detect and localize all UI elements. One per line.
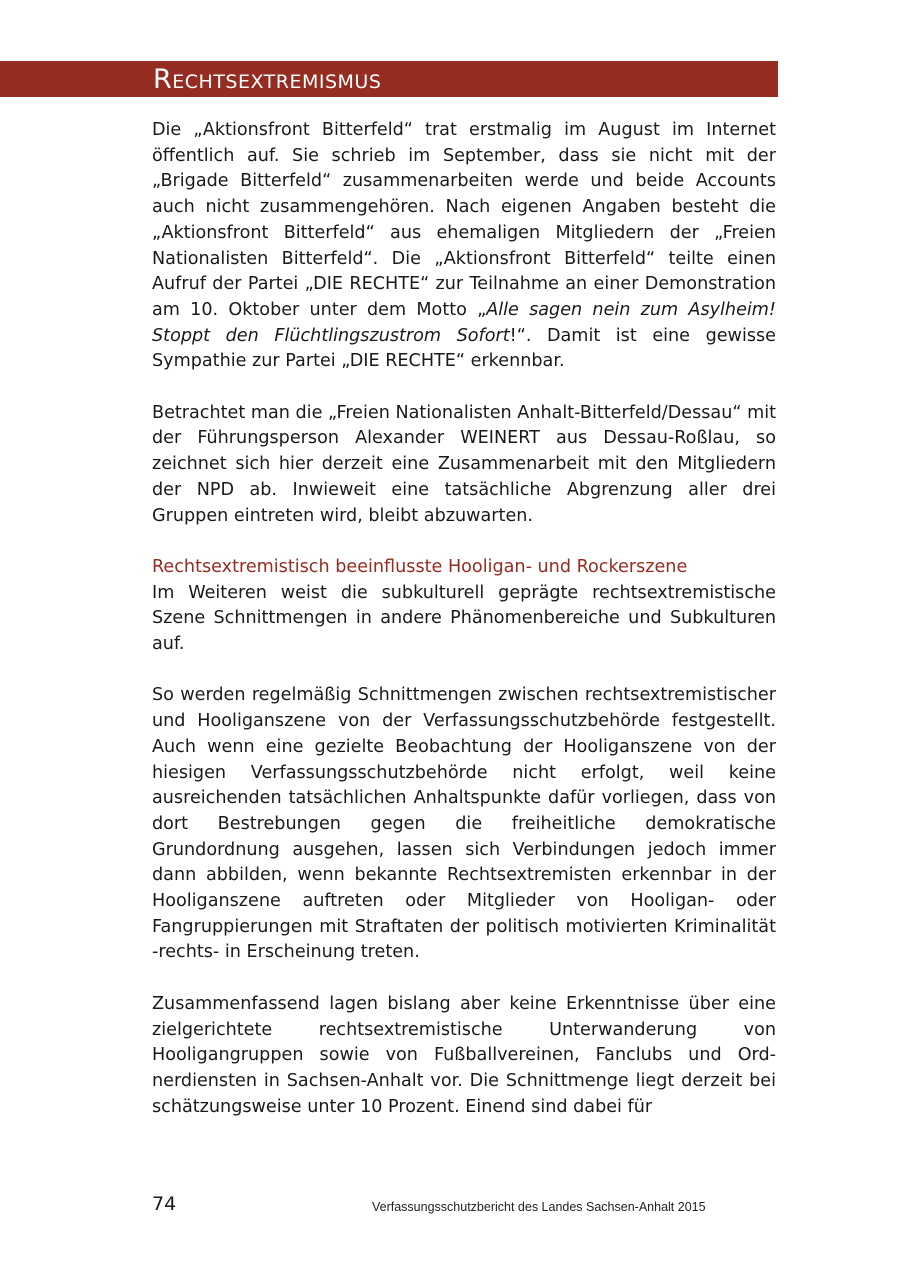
section-header-bar (0, 61, 778, 97)
section-title: Rechtsextremismus (153, 64, 382, 95)
subheading-hooligan-rocker: Rechtsextremistisch beeinflusste Hooligan- und Rockerszene (152, 556, 688, 577)
page-content (152, 118, 776, 1120)
paragraph-schnittmengen: So werden regelmäßig Schnittmengen zwischen rechtsextremistischer und Hooliganszene von der Verfassungsschutzbehörde festgestellt. Auch wenn eine gezielte Beobachtung der Hooliganszene von der hiesigen Verfassungsschutzbehörde nicht erfolgt, weil keine ausreichenden tatsächlichen Anhaltspunkte dafür vorliegen, dass von dort Bestrebungen gegen die freiheitliche demokratische Grundordnung ausgehen, lassen sich Verbindungen jedoch immer dann abbilden, wenn bekannte Rechtsextremisten erkennbar in der Hooliganszene auftreten oder Mitglieder von Hooligan- oder Fangruppierungen mit Straftaten der politisch motivierten Kriminalität -rechts- in Erscheinung treten. (152, 685, 776, 963)
paragraph-text: !“. Damit ist eine gewisse Sympathie zur Partei „DIE RECHTE“ erkennbar. (152, 325, 776, 372)
motto-quote: Alle sagen nein zum Asylheim! Stoppt den Flüchtlingszustrom Sofort (152, 299, 776, 346)
page-number: 74 (152, 1193, 177, 1215)
paragraph-zusammenfassung: Zusammenfassend lagen bislang aber keine Erkenntnisse über eine zielgerichtete rechtsextremistische Unterwanderung von Hooligangruppen sowie von Fußballvereinen, Fanclubs und Ordnerdiensten in Sachsen-Anhalt vor. Die Schnittmenge liegt derzeit bei schätzungsweise unter 10 Prozent. Einend sind dabei für (152, 993, 776, 1117)
paragraph-aktionsfront (152, 118, 776, 375)
paragraph-freie-nationalisten: Betrachtet man die „Freien Nationalisten Anhalt-Bitterfeld/Dessau“ mit der Führungsperson Alexander WEINERT aus Dessau-Roßlau, so zeichnet sich hier derzeit eine Zusammenarbeit mit den Mitgliedern der NPD ab. Inwieweit eine tatsächliche Abgrenzung aller drei Gruppen eintreten wird, bleibt abzuwarten. (152, 402, 776, 526)
paragraph-text: Die „Aktionsfront Bitterfeld“ trat erstmalig im August im Internet öffentlich auf. Sie schrieb im September, dass sie nicht mit der „Brigade Bitterfeld“ zusammenarbeiten werde und beide Accounts auch nicht zusammengehören. Nach eigenen Angaben besteht die „Aktionsfront Bitterfeld“ aus ehemaligen Mitgliedern der „Freien Nationalisten Bitterfeld“. Die „Aktionsfront Bitterfeld“ teilte einen Aufruf der Partei „DIE RECHTE“ zur Teilnahme an einer Demonstration am 10. Oktober unter dem Motto „ (152, 120, 776, 320)
paragraph-subkultur: Im Weiteren weist die subkulturell geprägte rechtsextremistische Szene Schnittmengen in andere Phänomenbereiche und Subkulturen auf. (152, 582, 776, 655)
footer-report-title: Verfassungsschutzbericht des Landes Sachsen-Anhalt 2015 (372, 1200, 706, 1214)
